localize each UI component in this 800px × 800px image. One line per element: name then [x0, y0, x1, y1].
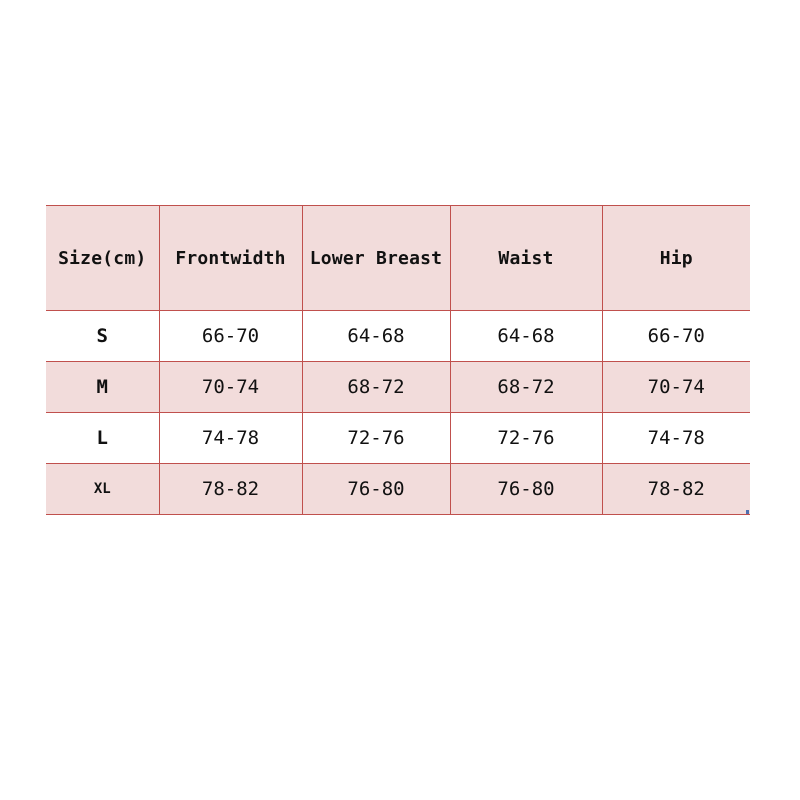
table-header-row: [46, 206, 750, 311]
frontwidth-value: 74-78: [159, 413, 302, 464]
lower-breast-value: 72-76: [302, 413, 450, 464]
hip-value: 74-78: [602, 413, 750, 464]
waist-value: 76-80: [450, 464, 602, 515]
hip-value: 66-70: [602, 311, 750, 362]
waist-value: 68-72: [450, 362, 602, 413]
waist-value: 72-76: [450, 413, 602, 464]
table-row: [46, 311, 750, 362]
header-waist: Waist: [450, 206, 602, 311]
size-label: M: [46, 362, 159, 413]
frontwidth-value: 78-82: [159, 464, 302, 515]
lower-breast-value: 64-68: [302, 311, 450, 362]
header-frontwidth: Frontwidth: [159, 206, 302, 311]
header-hip: Hip: [602, 206, 750, 311]
size-label: L: [46, 413, 159, 464]
size-chart-table: [46, 205, 750, 515]
hip-value: 70-74: [602, 362, 750, 413]
frontwidth-value: 66-70: [159, 311, 302, 362]
table-row: [46, 464, 750, 515]
frontwidth-value: 70-74: [159, 362, 302, 413]
hip-value: 78-82: [602, 464, 750, 515]
table-row: [46, 362, 750, 413]
size-label: XL: [46, 464, 159, 515]
waist-value: 64-68: [450, 311, 602, 362]
header-lower-breast: Lower Breast: [302, 206, 450, 311]
size-label: S: [46, 311, 159, 362]
table-corner-marker: [746, 510, 749, 514]
lower-breast-value: 76-80: [302, 464, 450, 515]
header-size: Size(cm): [46, 206, 159, 311]
lower-breast-value: 68-72: [302, 362, 450, 413]
table-row: [46, 413, 750, 464]
